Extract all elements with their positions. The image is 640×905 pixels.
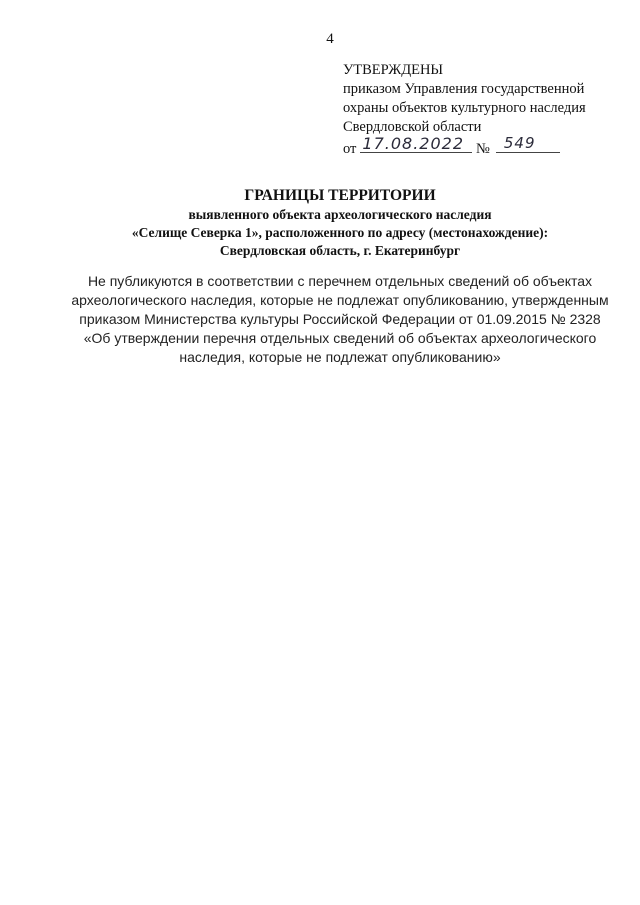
notice-line: «Об утверждении перечня отдельных сведений об объектах археологического (83, 330, 597, 346)
approval-line: приказом Управления государственной (343, 81, 585, 97)
approval-line: Свердловской области (343, 119, 482, 135)
non-publication-notice (60, 272, 620, 367)
approval-date-number-row (343, 134, 633, 159)
approval-heading: УТВЕРЖДЕНЫ (343, 62, 444, 78)
date-prefix: от (343, 141, 357, 157)
document-subtitle-line: выявленного объекта археологического наследия (188, 207, 492, 222)
number-prefix: № (476, 141, 490, 157)
document-title-block (40, 186, 640, 260)
approval-stamp-block (343, 61, 633, 159)
document-title: ГРАНИЦЫ ТЕРРИТОРИИ (244, 187, 436, 204)
page-number: 4 (326, 31, 334, 47)
number-field (496, 134, 560, 153)
document-subtitle-line: «Селище Северка 1», расположенного по адресу (местонахождение): (131, 225, 549, 240)
handwritten-date: 17.08.2022 (362, 134, 465, 153)
handwritten-number: 549 (503, 134, 536, 152)
notice-line: Не публикуются в соответствии с перечнем отдельных сведений об объектах (87, 273, 593, 289)
document-subtitle-line: Свердловская область, г. Екатеринбург (219, 243, 461, 258)
notice-line: археологического наследия, которые не подлежат опубликованию, утвержденным (71, 292, 609, 308)
date-field (360, 134, 472, 153)
notice-line: наследия, которые не подлежат опубликованию» (179, 349, 501, 365)
approval-line: охраны объектов культурного наследия (343, 100, 586, 116)
notice-line: приказом Министерства культуры Российской Федерации от 01.09.2015 № 2328 (79, 311, 601, 327)
